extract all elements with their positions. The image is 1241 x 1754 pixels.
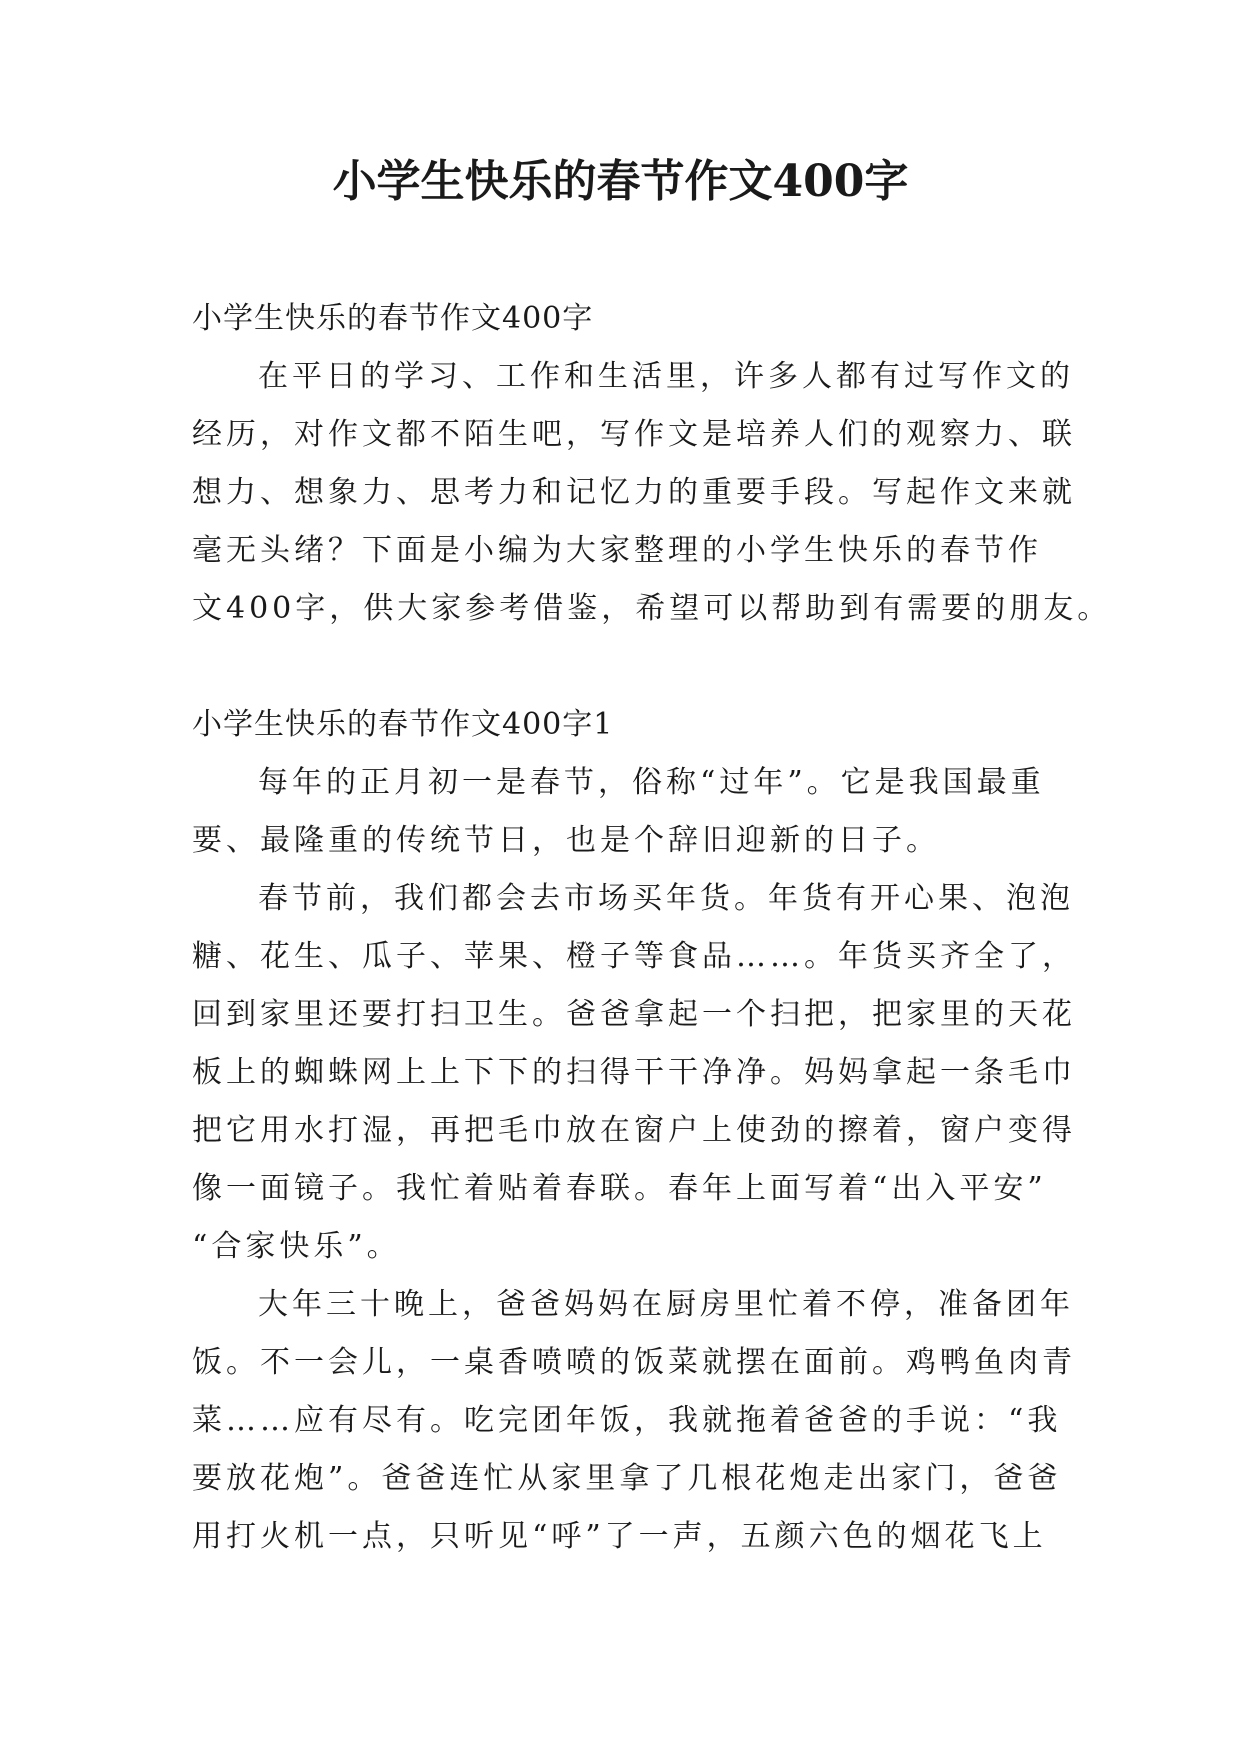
paragraph-line: 板上的蜘蛛网上上下下的扫得干干净净。妈妈拿起一条毛巾 (192, 1055, 1076, 1090)
intro-paragraph (192, 348, 1112, 638)
document-body (192, 290, 1112, 1566)
paragraph-line: 想力、想象力、思考力和记忆力的重要手段。写起作文来就 (192, 475, 1076, 510)
paragraph-line: 每年的正月初一是春节，俗称“过年”。它是我国最重 (258, 765, 1045, 800)
paragraph-line: 糖、花生、瓜子、苹果、橙子等食品……。年货买齐全了， (192, 939, 1076, 974)
paragraph-line: 把它用水打湿，再把毛巾放在窗户上使劲的擦着，窗户变得 (192, 1113, 1076, 1148)
paragraph-line: 像一面镜子。我忙着贴着春联。春年上面写着“出入平安” (192, 1171, 1047, 1206)
essay-paragraph-1 (192, 754, 1050, 870)
paragraph-line: 要放花炮”。爸爸连忙从家里拿了几根花炮走出家门，爸爸 (192, 1461, 1062, 1496)
paragraph-line: “合家快乐”。 (192, 1229, 401, 1264)
section-spacer (192, 638, 1050, 696)
paragraph-line: 大年三十晚上，爸爸妈妈在厨房里忙着不停，准备团年 (258, 1287, 1074, 1322)
intro-heading: 小学生快乐的春节作文400字 (192, 301, 594, 336)
essay-paragraph-3 (192, 1276, 1076, 1566)
paragraph-line: 要、最隆重的传统节日，也是个辞旧迎新的日子。 (192, 823, 940, 858)
paragraph-line: 毫无头绪？下面是小编为大家整理的小学生快乐的春节作 (192, 533, 1042, 568)
essay-paragraph-2 (192, 870, 1076, 1276)
paragraph-line: 文400字，供大家参考借鉴，希望可以帮助到有需要的朋友。 (192, 591, 1112, 626)
paragraph-line: 春节前，我们都会去市场买年货。年货有开心果、泡泡 (258, 881, 1074, 916)
paragraph-line: 用打火机一点，只听见“呼”了一声，五颜六色的烟花飞上 (192, 1519, 1047, 1554)
paragraph-line: 饭。不一会儿，一桌香喷喷的饭菜就摆在面前。鸡鸭鱼肉青 (192, 1345, 1076, 1380)
document-title: 小学生快乐的春节作文400字 (332, 156, 909, 207)
paragraph-line: 在平日的学习、工作和生活里，许多人都有过写作文的 (258, 359, 1074, 394)
paragraph-line: 菜……应有尽有。吃完团年饭，我就拖着爸爸的手说：“我 (192, 1403, 1062, 1438)
essay-heading: 小学生快乐的春节作文400字1 (192, 707, 614, 742)
paragraph-line: 回到家里还要打扫卫生。爸爸拿起一个扫把，把家里的天花 (192, 997, 1076, 1032)
paragraph-line: 经历，对作文都不陌生吧，写作文是培养人们的观察力、联 (192, 417, 1076, 452)
